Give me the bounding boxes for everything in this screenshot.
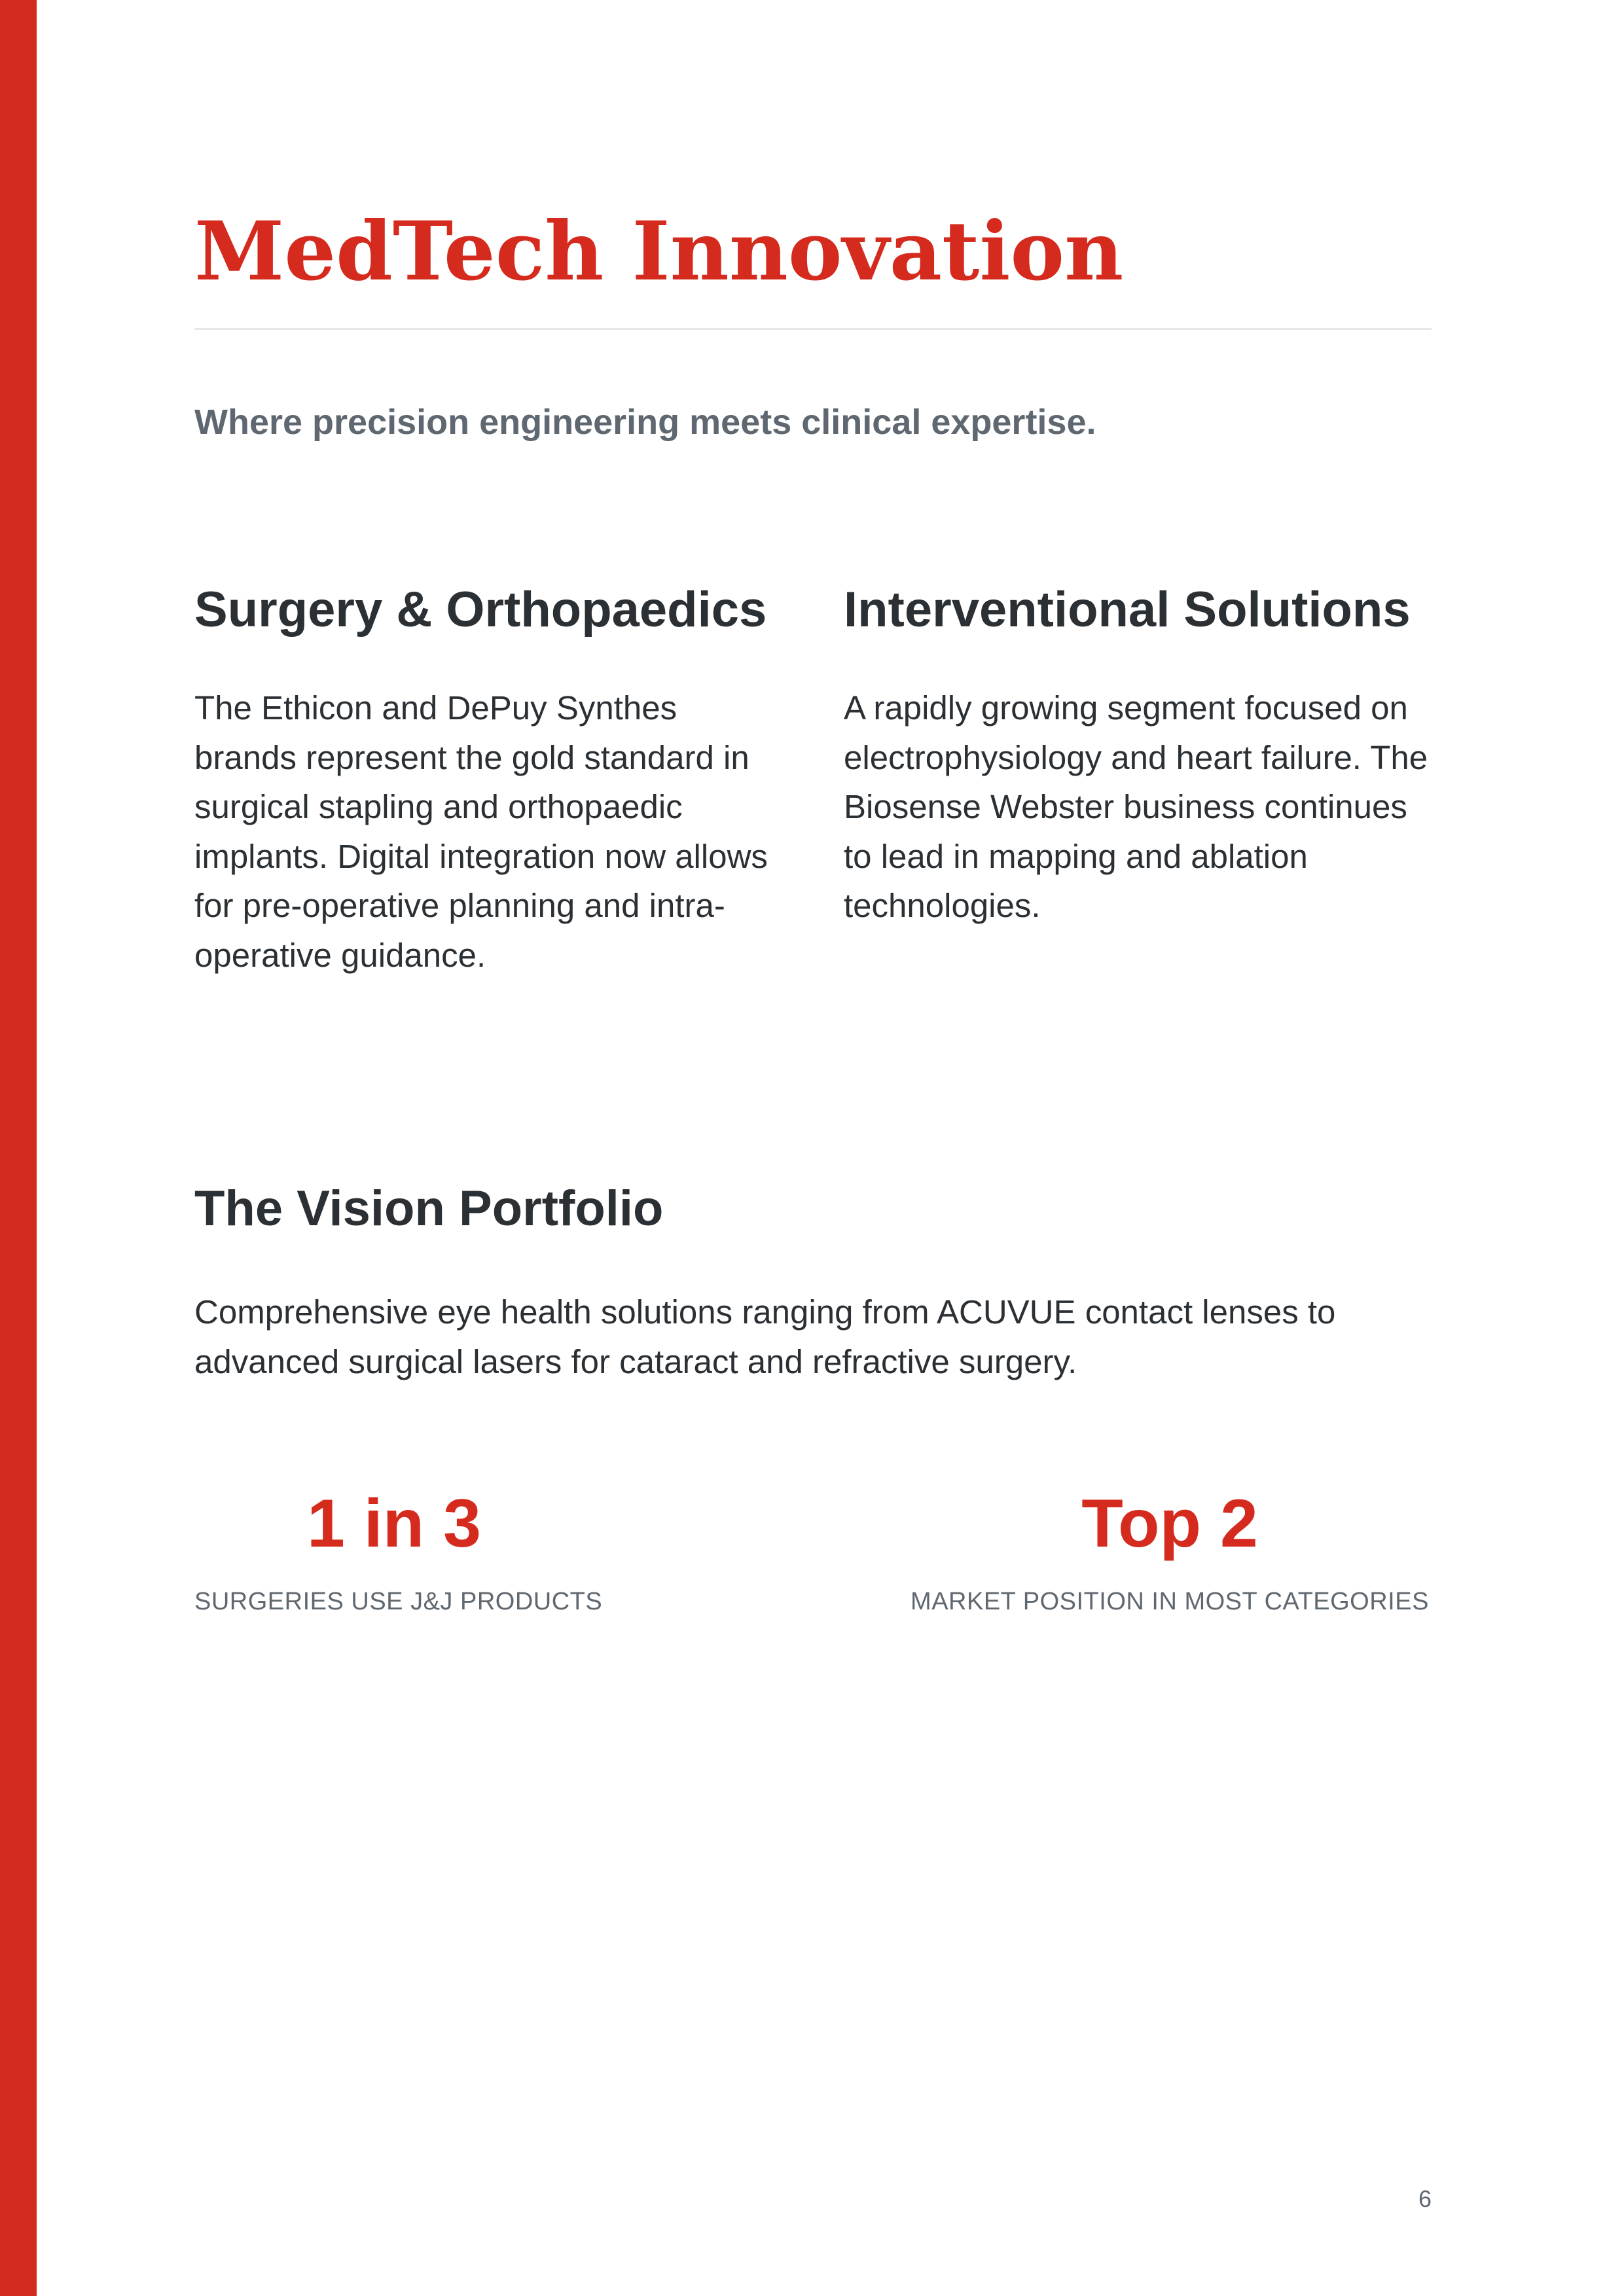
page-number: 6 [1418, 2185, 1432, 2212]
page-content [194, 0, 1432, 2296]
section-body: The Ethicon and DePuy Synthes brands represent the gold standard in surgical stapling and orthopaedic implants. Digital integration now allows for pre-operative planning and intra-operative guidance. [194, 689, 768, 974]
section-body: Comprehensive eye health solutions ranging from ACUVUE contact lenses to advanced surgical lasers for cataract and refractive surgery. [194, 1293, 1336, 1380]
accent-bar [0, 0, 37, 2296]
section-body: A rapidly growing segment focused on electrophysiology and heart failure. The Biosense Webster business continues to lead in mapping and ablation technologies. [844, 689, 1428, 924]
stat-surgeries [194, 1478, 603, 1618]
surgery-orthopaedics-section [194, 573, 784, 980]
vision-portfolio-section [194, 1172, 1432, 1386]
stat-value: Top 2 [1081, 1486, 1258, 1562]
title-divider [194, 328, 1432, 330]
stat-label: MARKET POSITION IN MOST CATEGORIES [911, 1588, 1429, 1615]
stat-label: SURGERIES USE J&J PRODUCTS [194, 1588, 603, 1615]
section-heading: The Vision Portfolio [194, 1181, 664, 1236]
section-heading: Surgery & Orthopaedics [194, 582, 767, 637]
stat-value: 1 in 3 [307, 1486, 481, 1562]
interventional-solutions-section [844, 573, 1433, 931]
page-title: MedTech Innovation [194, 204, 1124, 299]
stat-market-position [908, 1478, 1432, 1618]
page-subtitle: Where precision engineering meets clinical expertise. [194, 403, 1096, 442]
section-heading: Interventional Solutions [844, 582, 1411, 637]
